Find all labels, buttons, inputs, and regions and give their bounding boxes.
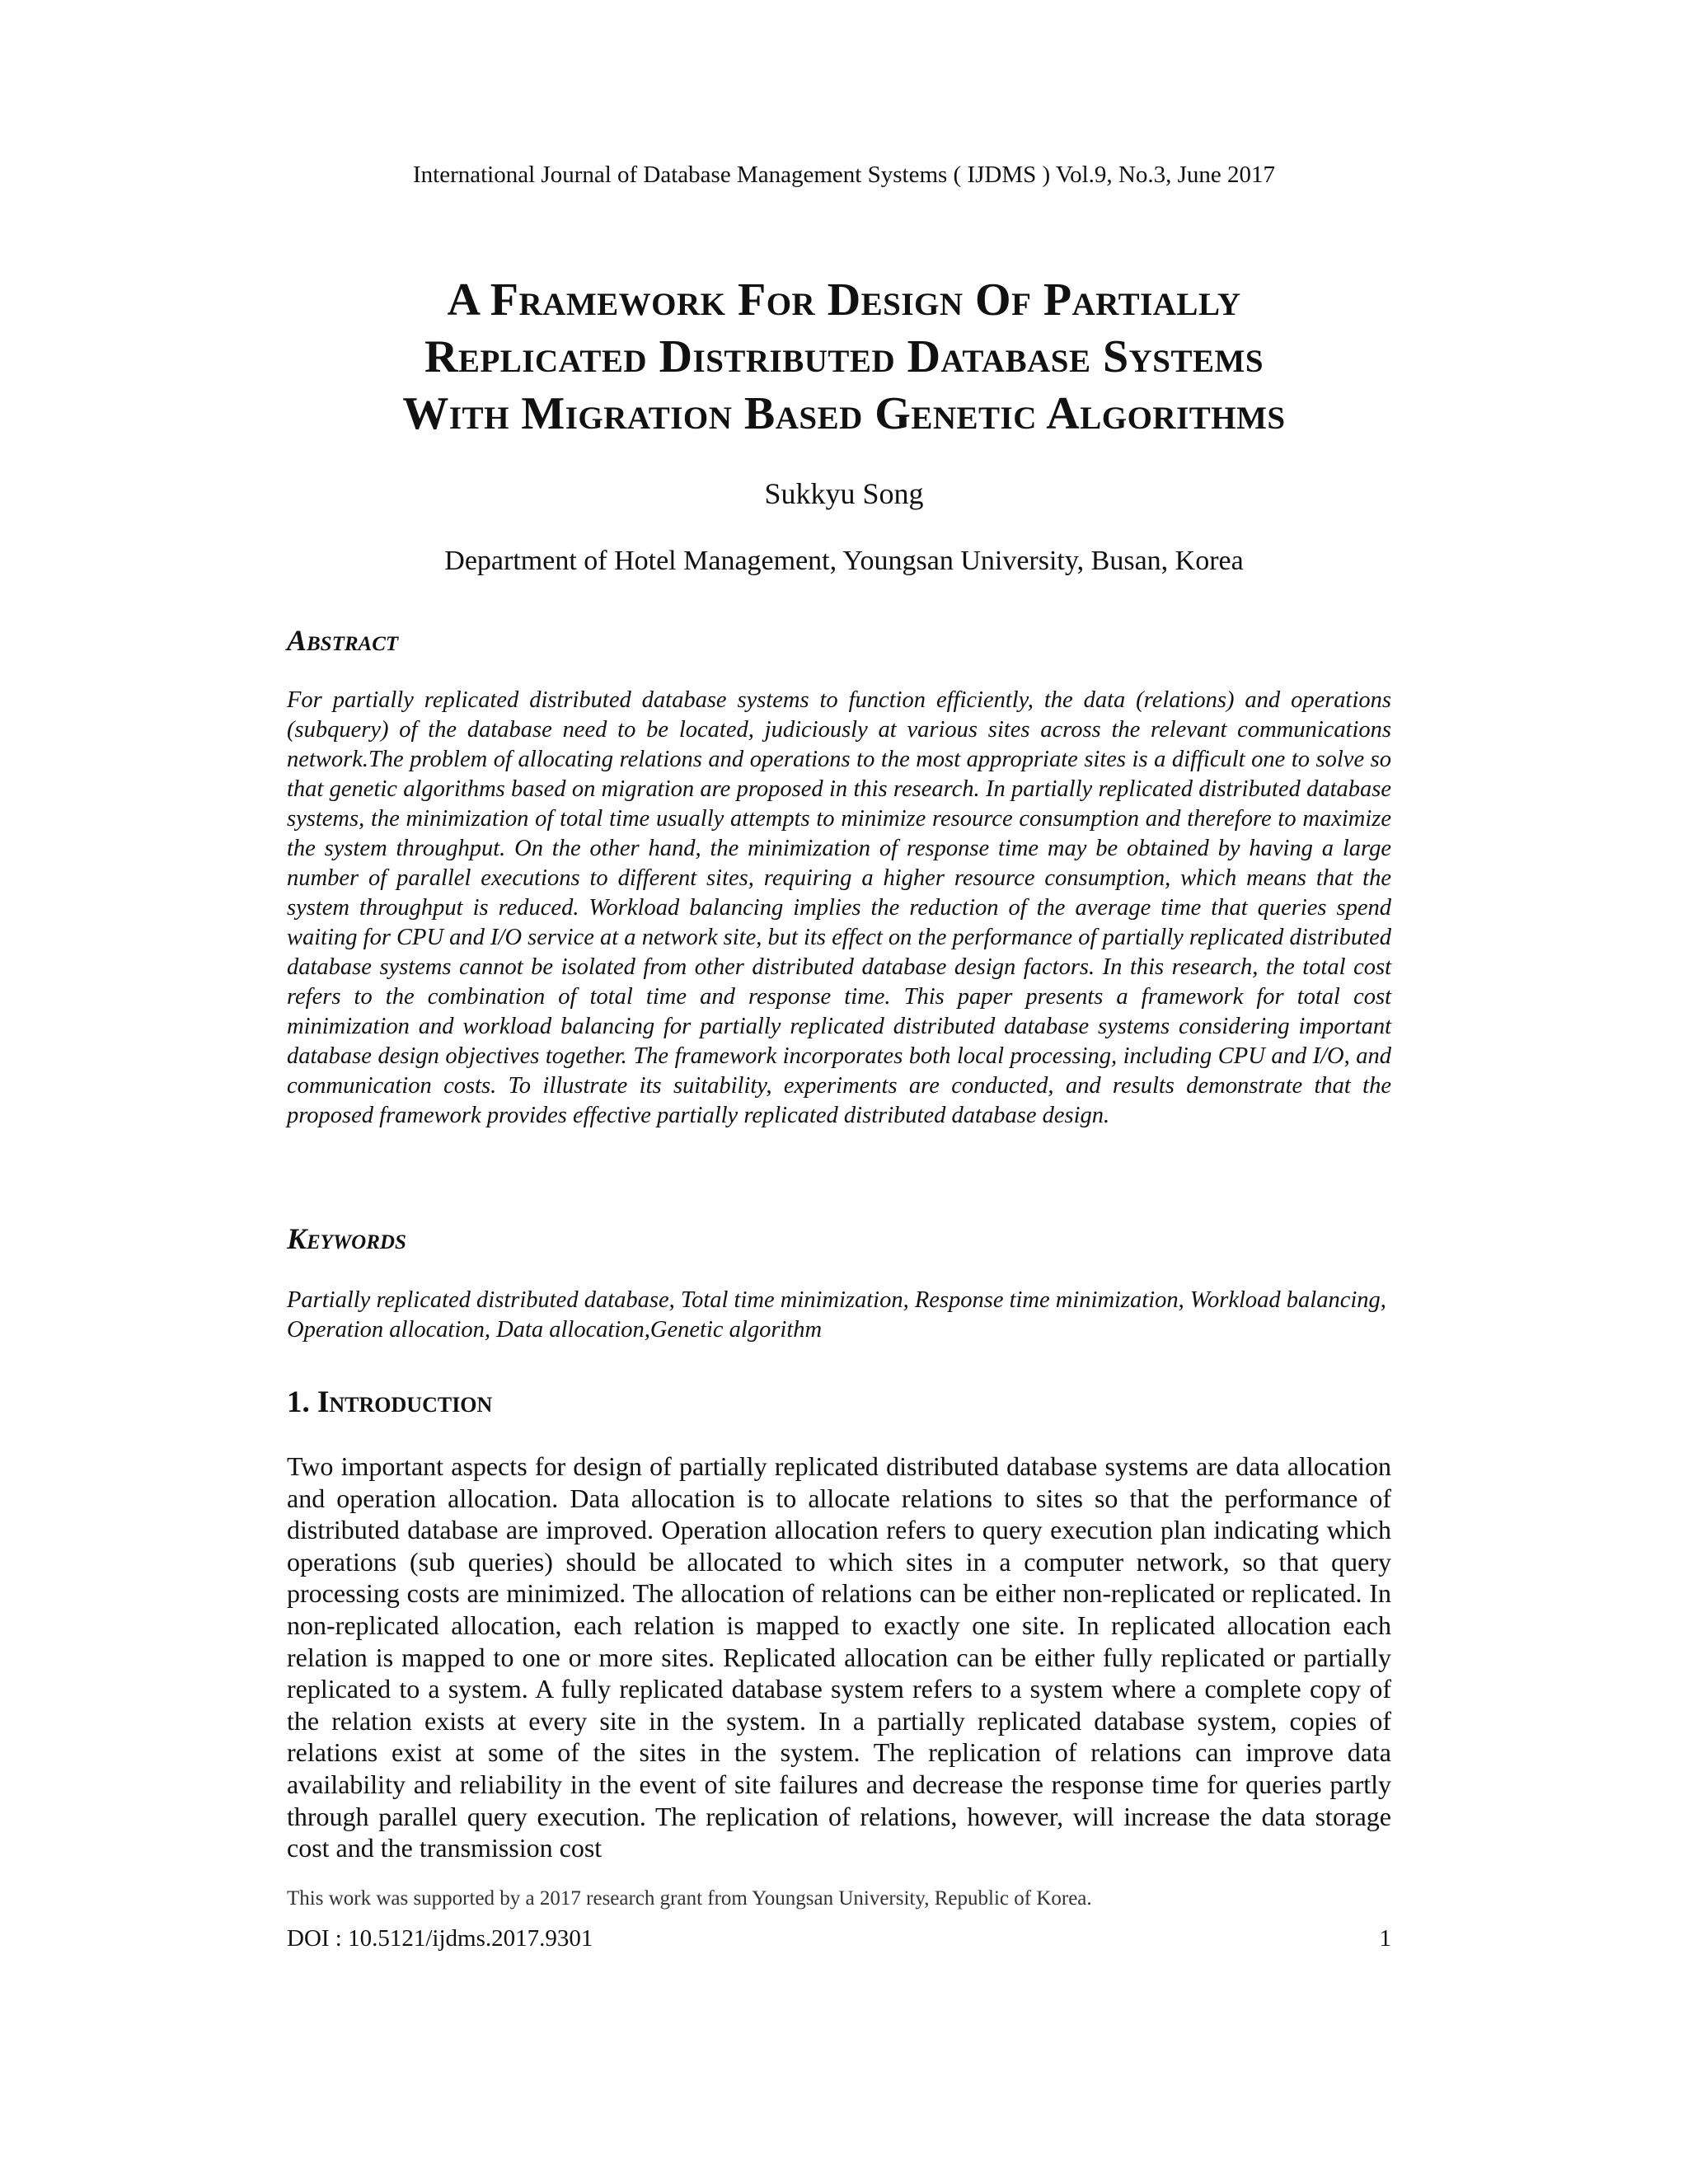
title-line-1: A Framework For Design Of Partially	[447, 274, 1241, 326]
title-line-2: Replicated Distributed Database Systems	[424, 331, 1264, 382]
introduction-heading: 1. Introduction	[287, 1385, 493, 1419]
title-line-3: With Migration Based Genetic Algorithms	[402, 388, 1286, 439]
author-name: Sukkyu Song	[764, 477, 924, 510]
paper-title	[0, 272, 1688, 443]
introduction-text: Two important aspects for design of partially replicated distributed database systems are data allocation and operation allocation. Data allocation is to allocate relations to sites so that the performance of distributed database are improved. Operation allocation refers to query execution plan indicating which operations (sub queries) should be allocated to which sites in a computer network, so that query processing costs are minimized. The allocation of relations can be either non-replicated or replicated. In non-replicated allocation, each relation is mapped to exactly one site. In replicated allocation each relation is mapped to one or more sites. Replicated allocation can be either fully replicated or partially replicated to a system. A fully replicated database system refers to a system where a complete copy of the relation exists at every site in the system. In a partially replicated database system, copies of relations exist at some of the sites in the system. The replication of relations can improve data availability and reliability in the event of site failures and decrease the response time for queries partly through parallel query execution. The replication of relations, however, will increase the data storage cost and the transmission cost	[287, 1451, 1391, 1863]
keywords-text: Partially replicated distributed database, Total time minimization, Response time minimization, Workload balancing, Operation allocation, Data allocation,Genetic algorithm	[287, 1287, 1386, 1343]
abstract-text: For partially replicated distributed database systems to function efficiently, the data (relations) and operations (subquery) of the database need to be located, judiciously at various sites across the relevant communications network.The problem of allocating relations and operations to the most appropriate sites is a difficult one to solve so that genetic algorithms based on migration are proposed in this research. In partially replicated distributed database systems, the minimization of total time usually attempts to minimize resource consumption and therefore to maximize the system throughput. On the other hand, the minimization of response time may be obtained by having a large number of parallel executions to different sites, requiring a higher resource consumption, which means that the system throughput is reduced. Workload balancing implies the reduction of the average time that queries spend waiting for CPU and I/O service at a network site, but its effect on the performance of partially replicated distributed database systems cannot be isolated from other distributed database design factors. In this research, the total cost refers to the combination of total time and response time. This paper presents a framework for total cost minimization and workload balancing for partially replicated distributed database systems considering important database design objectives together. The framework incorporates both local processing, including CPU and I/O, and communication costs. To illustrate its suitability, experiments are conducted, and results demonstrate that the proposed framework provides effective partially replicated distributed database design.	[287, 687, 1391, 1128]
keywords-heading: Keywords	[287, 1222, 406, 1255]
page-number: 1	[1379, 1925, 1391, 1952]
funding-footnote: This work was supported by a 2017 research grant from Youngsan University, Republic of Korea.	[287, 1887, 1092, 1910]
author-affiliation: Department of Hotel Management, Youngsan University, Busan, Korea	[444, 546, 1244, 576]
doi-label: DOI : 10.5121/ijdms.2017.9301	[287, 1925, 593, 1952]
running-header: International Journal of Database Management Systems ( IJDMS ) Vol.9, No.3, June 2017	[413, 162, 1275, 188]
abstract-heading: Abstract	[287, 624, 399, 657]
